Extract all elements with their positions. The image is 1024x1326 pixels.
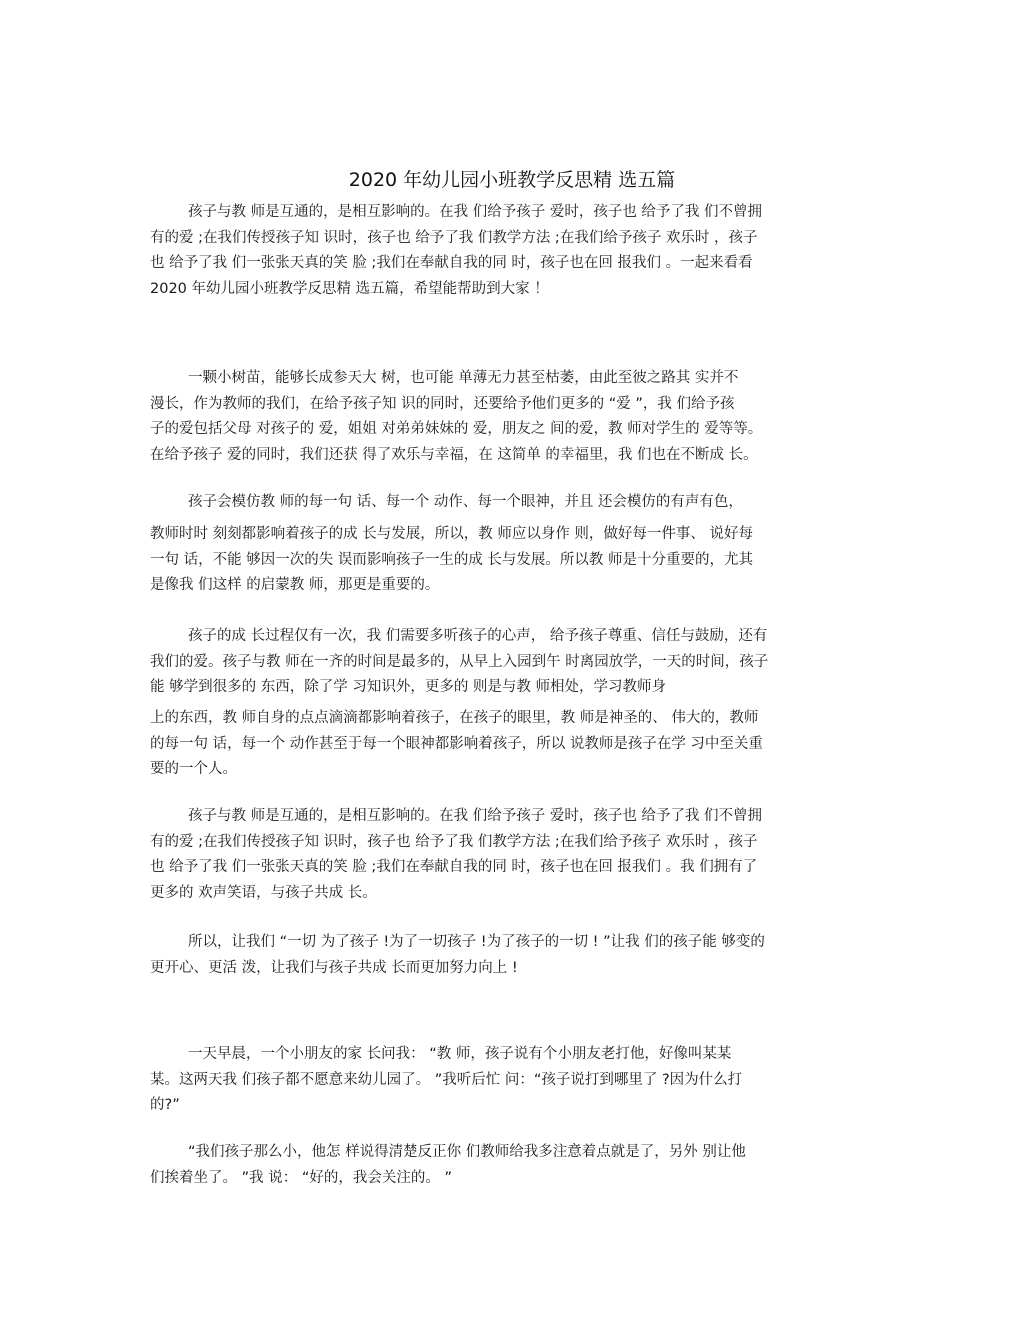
text-line: 的?” bbox=[150, 1097, 180, 1113]
text-line: “我们孩子那么小，他怎 样说得清楚反正你 们教师给我多注意着点就是了，另外 别让他 bbox=[188, 1144, 746, 1160]
body-paragraph bbox=[150, 1140, 864, 1191]
text-line: 教师时时 刻刻都影响着孩子的成 长与发展，所以，教 师应以身作 则，做好每一件事、 说好每 bbox=[150, 526, 754, 542]
intro-paragraph bbox=[150, 200, 864, 302]
text-line: 孩子与教 师是互通的，是相互影响的。在我 们给予孩子 爱时，孩子也 给予了我 们不曾拥 bbox=[188, 204, 763, 220]
body-paragraph bbox=[150, 490, 864, 516]
text-line: 孩子会模仿教 师的每一句 话、每一个 动作、每一个眼神，并且 还会模仿的有声有色， bbox=[188, 494, 743, 510]
text-line: 们挨着坐了。 ”我 说： “好的，我会关注的。 ” bbox=[150, 1169, 452, 1186]
text-line: 也 给予了我 们一张张天真的笑 脸 ;我们在奉献自我的同 时，孩子也在回 报我们 。一起来看看 bbox=[150, 255, 753, 271]
body-paragraph bbox=[150, 522, 864, 599]
text-line: 的每一句 话，每一个 动作甚至于每一个眼神都影响着孩子，所以 说教师是孩子在学 习中至关重 bbox=[150, 735, 763, 752]
body-paragraph bbox=[150, 366, 864, 468]
text-line: 有的爱 ;在我们传授孩子知 识时，孩子也 给予了我 们教学方法 ;在我们给予孩子 欢乐时 ，孩子 bbox=[150, 229, 758, 246]
text-line: 更多的 欢声笑语，与孩子共成 长。 bbox=[150, 884, 377, 901]
text-line: 子的爱包括父母 对孩子的 爱，姐姐 对弟弟妹妹的 爱，朋友之 间的爱，教 师对学生的 爱等等。 bbox=[150, 421, 763, 437]
text-line: 一句 话，不能 够因一次的失 误而影响孩子一生的成 长与发展。所以教 师是十分重要的，尤其 bbox=[150, 551, 754, 568]
text-line: 更开心、更活 泼，让我们与孩子共成 长而更加努力向上 ! bbox=[150, 959, 518, 976]
text-line: 孩子的成 长过程仅有一次，我 们需要多听孩子的心声， 给予孩子尊重、信任与鼓励，还有 bbox=[188, 628, 768, 644]
text-line: 也 给予了我 们一张张天真的笑 脸 ;我们在奉献自我的同 时，孩子也在回 报我们 。我 们拥有了 bbox=[150, 859, 758, 875]
text-line: 一天早晨，一个小朋友的家 长问我： “教 师，孩子说有个小朋友老打他，好像叫某某 bbox=[188, 1046, 732, 1062]
text-line: 漫长，作为教师的我们，在给予孩子知 识的同时，还要给予他们更多的 “爱 ”，我 们给予孩 bbox=[150, 395, 735, 412]
text-line: 2020 年幼儿园小班教学反思精 选五篇，希望能帮助到大家 ！ bbox=[150, 280, 549, 297]
text-line: 在给予孩子 爱的同时，我们还获 得了欢乐与幸福，在 这简单 的幸福里，我 们也在不断成 长。 bbox=[150, 446, 758, 463]
body-paragraph bbox=[150, 930, 864, 981]
body-paragraph bbox=[150, 804, 864, 906]
text-line: 孩子与教 师是互通的，是相互影响的。在我 们给予孩子 爱时，孩子也 给予了我 们不曾拥 bbox=[188, 808, 763, 824]
body-paragraph bbox=[150, 1042, 864, 1119]
text-line: 所以，让我们 “一切 为了孩子 !为了一切孩子 !为了孩子的一切 ! ”让我 们的孩子能 够变的 bbox=[188, 934, 765, 950]
text-line: 一颗小树苗，能够长成参天大 树，也可能 单薄无力甚至枯萎，由此至彼之路其 实并不 bbox=[188, 370, 739, 386]
text-line: 我们的爱。孩子与教 师在一齐的时间是最多的，从早上入园到午 时离园放学，一天的时间，孩子 bbox=[150, 653, 769, 670]
body-paragraph bbox=[150, 624, 864, 701]
text-line: 有的爱 ;在我们传授孩子知 识时，孩子也 给予了我 们教学方法 ;在我们给予孩子 欢乐时 ，孩子 bbox=[150, 833, 758, 850]
body-paragraph bbox=[150, 706, 864, 783]
text-line: 上的东西，教 师自身的点点滴滴都影响着孩子，在孩子的眼里，教 师是神圣的、 伟大的，教师 bbox=[150, 710, 759, 726]
text-line: 某。这两天我 们孩子都不愿意来幼儿园了。 ”我听后忙 问：“孩子说打到哪里了 ?因为什么打 bbox=[150, 1071, 743, 1088]
text-line: 能 够学到很多的 东西，除了学 习知识外，更多的 则是与教 师相处，学习教师身 bbox=[150, 679, 667, 695]
text-line: 要的一个人。 bbox=[150, 761, 237, 777]
text-line: 是像我 们这样 的启蒙教 师，那更是重要的。 bbox=[150, 577, 440, 593]
document-title: 2020 年幼儿园小班教学反思精 选五篇 bbox=[348, 169, 676, 191]
